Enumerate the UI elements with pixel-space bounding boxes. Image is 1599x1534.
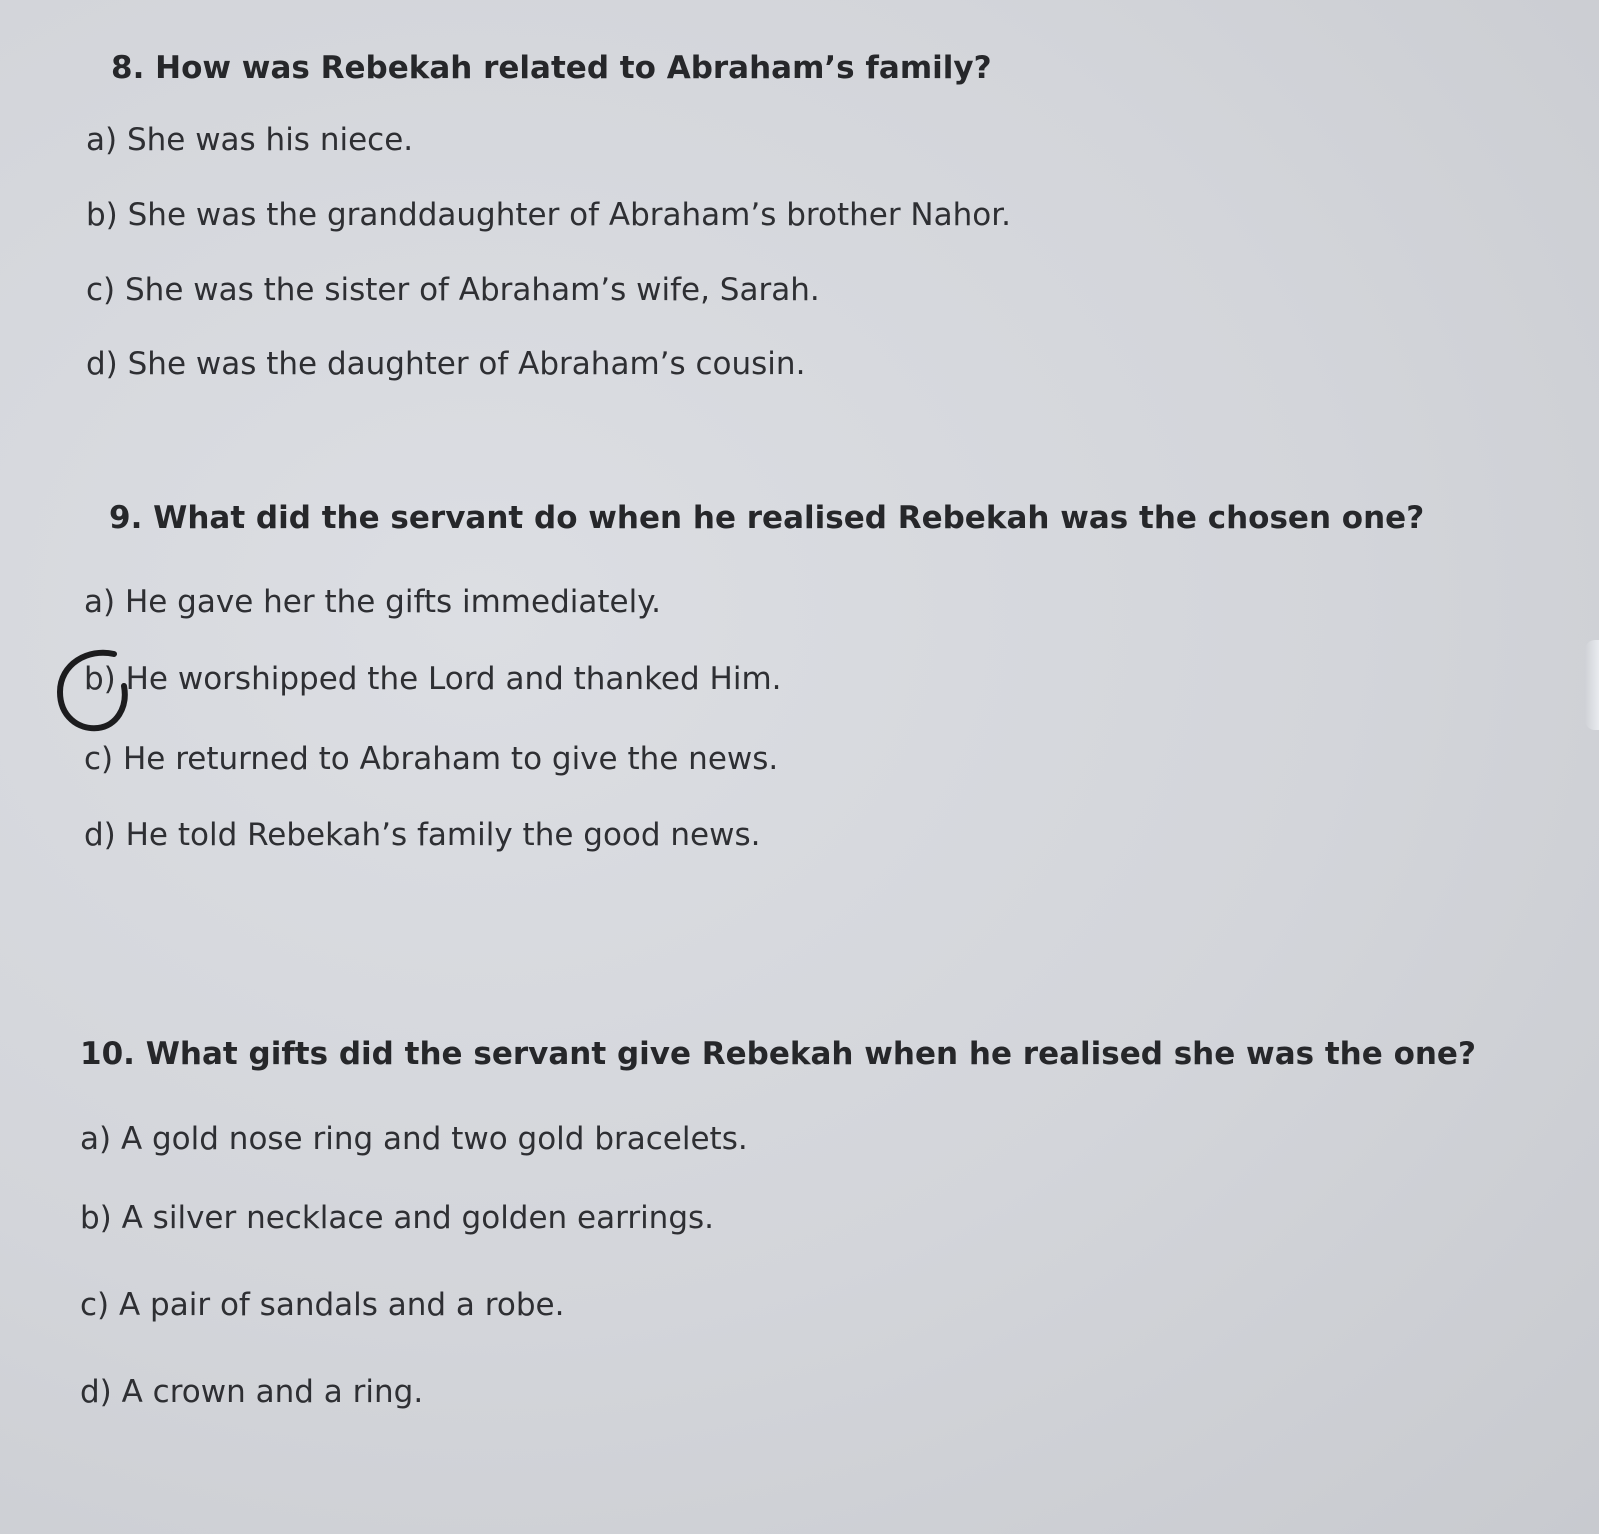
- question-8-option-c: c) She was the sister of Abraham’s wife, Sarah.: [86, 272, 820, 308]
- question-10-option-d: d) A crown and a ring.: [80, 1374, 424, 1410]
- question-10-option-a: a) A gold nose ring and two gold bracelets.: [80, 1121, 748, 1157]
- question-9-option-c: c) He returned to Abraham to give the news.: [84, 741, 779, 777]
- question-9-option-b: b) He worshipped the Lord and thanked Him.: [84, 661, 782, 697]
- question-9-option-a: a) He gave her the gifts immediately.: [84, 584, 661, 620]
- page-edge-highlight: [1585, 640, 1599, 730]
- question-9-prompt: 9. What did the servant do when he realised Rebekah was the chosen one?: [109, 500, 1425, 536]
- question-8-option-d: d) She was the daughter of Abraham’s cousin.: [86, 346, 806, 382]
- question-10-option-c: c) A pair of sandals and a robe.: [80, 1287, 565, 1323]
- question-10-option-b: b) A silver necklace and golden earrings.: [80, 1200, 715, 1236]
- question-8-option-a: a) She was his niece.: [86, 122, 414, 158]
- question-10-prompt: 10. What gifts did the servant give Rebekah when he realised she was the one?: [80, 1036, 1476, 1072]
- question-8-prompt: 8. How was Rebekah related to Abraham’s family?: [111, 50, 992, 86]
- question-8-option-b: b) She was the granddaughter of Abraham’s brother Nahor.: [86, 197, 1011, 233]
- question-9-option-d: d) He told Rebekah’s family the good news.: [84, 817, 761, 853]
